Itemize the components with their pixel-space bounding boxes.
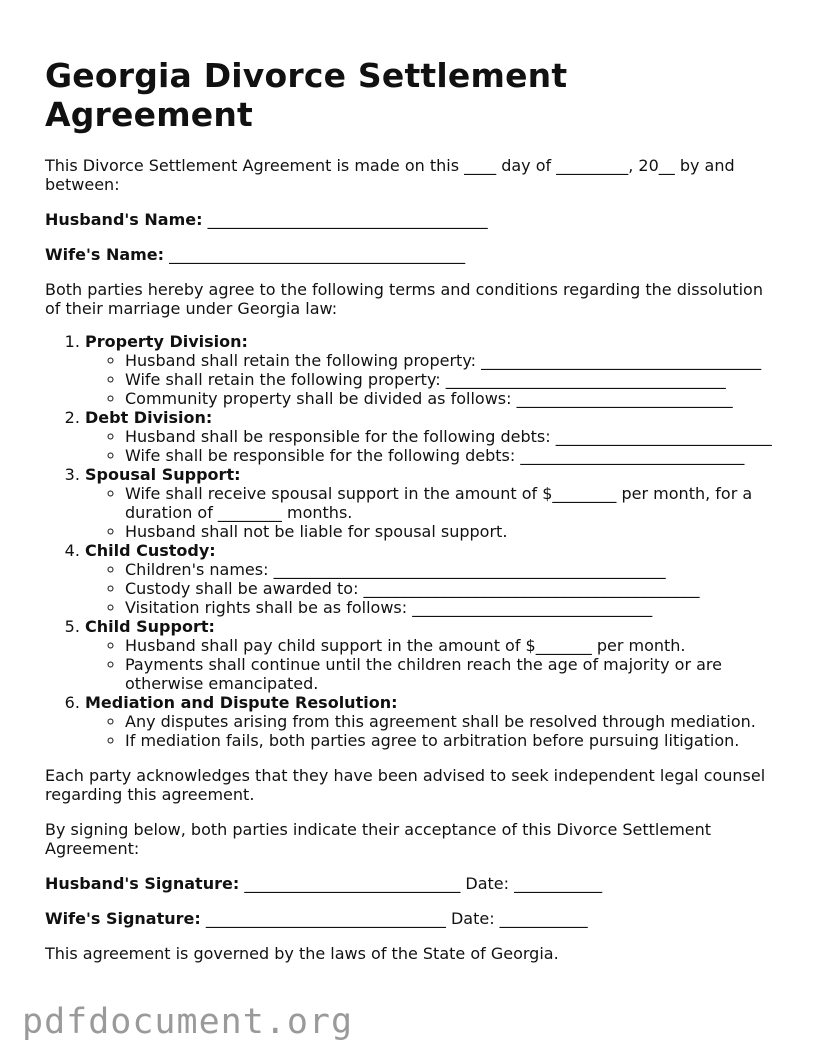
section-debt-division <box>85 408 775 465</box>
list-item: ◦ Husband shall retain the following property: ___________________________________ <box>125 351 775 370</box>
wife-signature-label: Wife's Signature: <box>45 909 201 928</box>
list-item: ◦ Payments shall continue until the children reach the age of majority or are otherwise emancipated. <box>125 655 775 693</box>
wife-signature-field <box>45 909 775 928</box>
section-mediation <box>85 693 775 750</box>
husband-signature-blank: ___________________________ Date: ___________ <box>244 874 603 893</box>
section-title: Property Division: <box>85 332 248 351</box>
section-title: Child Custody: <box>85 541 216 560</box>
watermark: pdfdocument.org <box>22 1002 354 1042</box>
husband-name-field <box>45 210 775 229</box>
list-item: ◦ Wife shall receive spousal support in the amount of $________ per month, for a duration of ________ months. <box>125 484 775 522</box>
section-spousal-support <box>85 465 775 541</box>
wife-name-label: Wife's Name: <box>45 245 165 264</box>
agreement-intro: Both parties hereby agree to the following terms and conditions regarding the dissolution of their marriage under Georgia law: <box>45 280 763 318</box>
list-item: ◦ Custody shall be awarded to: __________________________________________ <box>125 579 775 598</box>
section-title: Mediation and Dispute Resolution: <box>85 693 398 712</box>
document-title: Georgia Divorce Settlement Agreement <box>45 56 568 134</box>
list-item: ◦ Husband shall not be liable for spousal support. <box>125 522 775 541</box>
section-title: Child Support: <box>85 617 215 636</box>
governing-law: This agreement is governed by the laws of the State of Georgia. <box>45 944 559 963</box>
signing-paragraph: By signing below, both parties indicate their acceptance of this Divorce Settlement Agreement: <box>45 820 712 858</box>
list-item: ◦ Husband shall pay child support in the amount of $_______ per month. <box>125 636 775 655</box>
counsel-paragraph: Each party acknowledges that they have been advised to seek independent legal counsel regarding this agreement. <box>45 766 766 804</box>
list-item: ◦ Wife shall be responsible for the following debts: ____________________________ <box>125 446 775 465</box>
section-child-custody <box>85 541 775 617</box>
wife-name-field <box>45 245 775 264</box>
list-item: ◦ Any disputes arising from this agreement shall be resolved through mediation. <box>125 712 775 731</box>
list-item: ◦ Visitation rights shall be as follows: ______________________________ <box>125 598 775 617</box>
document-page <box>45 56 775 979</box>
section-title: Spousal Support: <box>85 465 241 484</box>
husband-name-blank: ___________________________________ <box>207 210 488 229</box>
section-property-division <box>85 332 775 408</box>
list-item: ◦ Husband shall be responsible for the following debts: ___________________________ <box>125 427 775 446</box>
husband-signature-label: Husband's Signature: <box>45 874 240 893</box>
list-item: ◦ Community property shall be divided as follows: ___________________________ <box>125 389 775 408</box>
section-title: Debt Division: <box>85 408 213 427</box>
husband-signature-field <box>45 874 775 893</box>
husband-name-label: Husband's Name: <box>45 210 203 229</box>
list-item: ◦ Children's names: _________________________________________________ <box>125 560 775 579</box>
intro-paragraph: This Divorce Settlement Agreement is made on this ____ day of _________, 20__ by and between: <box>45 156 735 194</box>
wife-signature-blank: ______________________________ Date: ___________ <box>205 909 588 928</box>
list-item: ◦ Wife shall retain the following property: ___________________________________ <box>125 370 775 389</box>
terms-list <box>45 332 775 750</box>
wife-name-blank: _____________________________________ <box>169 245 466 264</box>
list-item: ◦ If mediation fails, both parties agree to arbitration before pursuing litigation. <box>125 731 775 750</box>
section-child-support <box>85 617 775 693</box>
